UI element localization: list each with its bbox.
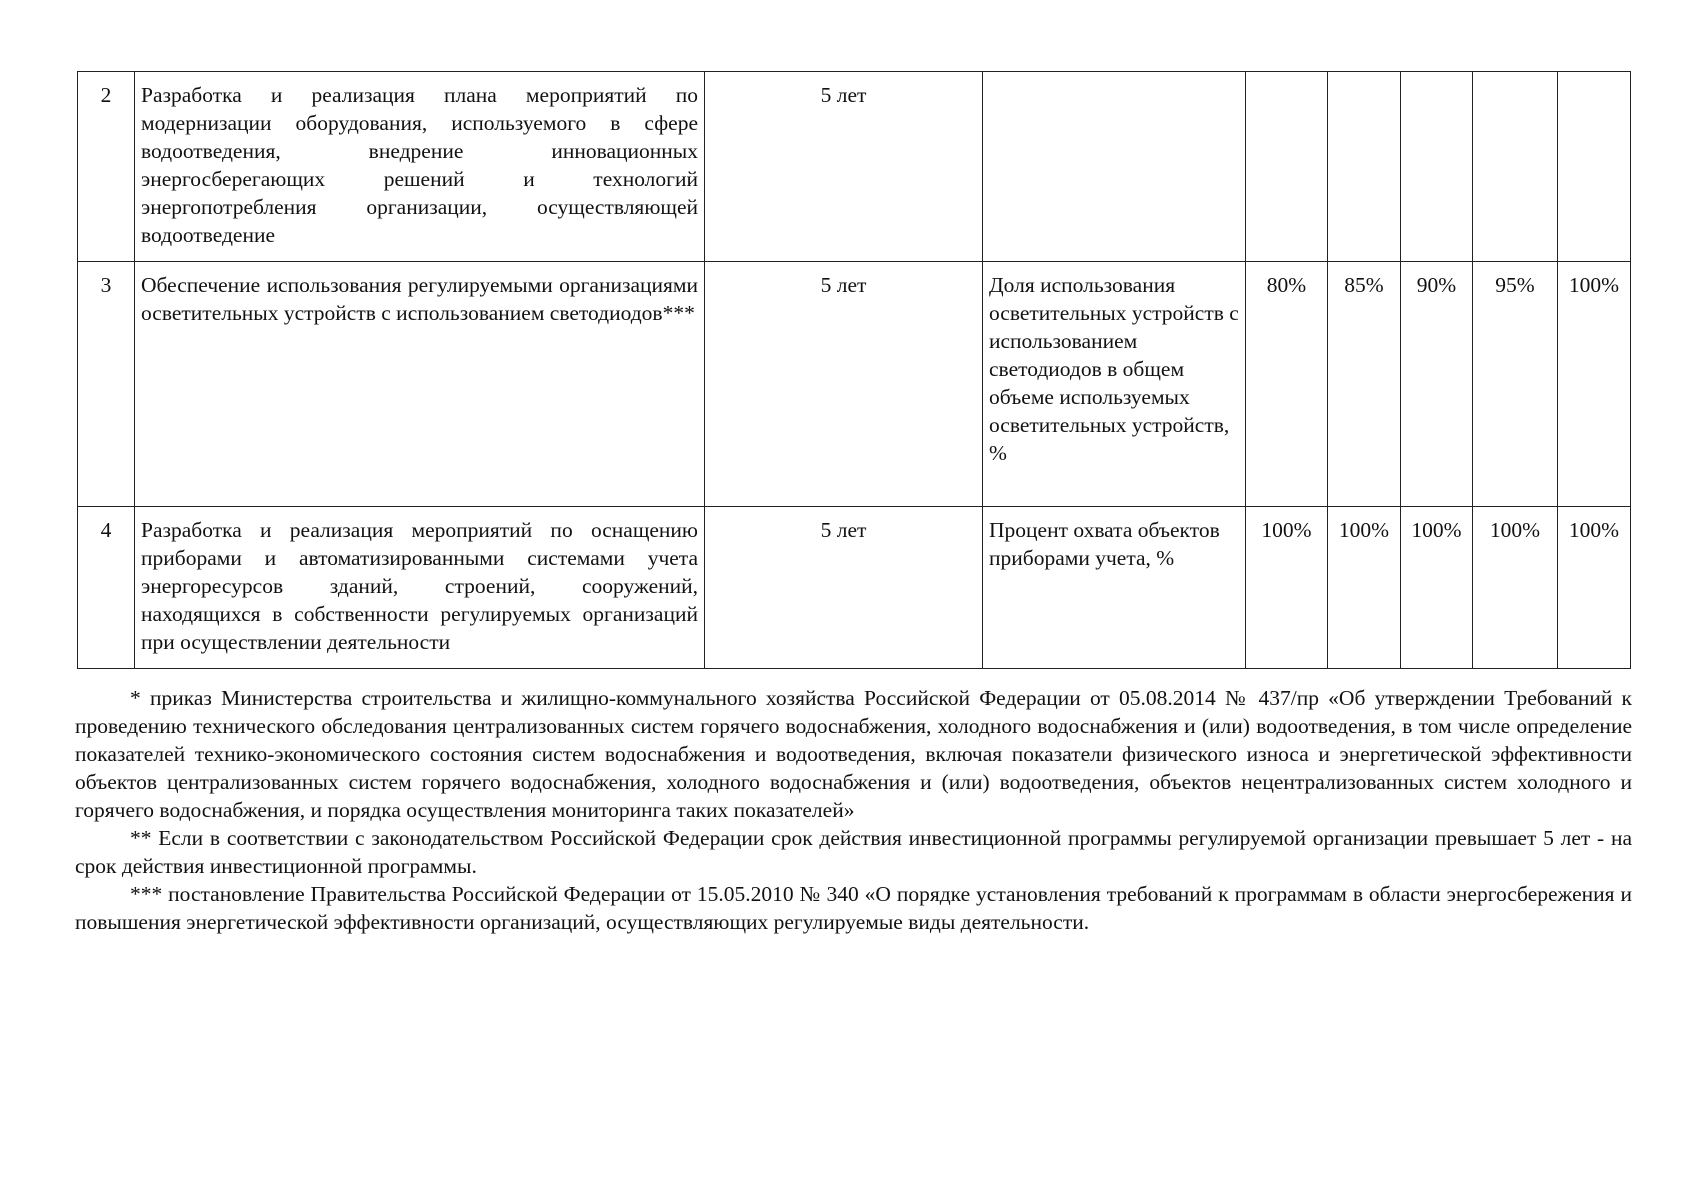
indicator-value-year-4: 100% <box>1473 507 1558 669</box>
table-row <box>78 72 1631 262</box>
indicator-value-year-2: 85% <box>1328 262 1401 507</box>
indicator-value-year-5 <box>1558 72 1631 262</box>
measure-description: Разработка и реализация мероприятий по оснащению приборами и автоматизированными системами учета энергоресурсов зданий, строений, сооружений, находящихся в собственности регулируемых организаций при осуществлении деятельности <box>135 507 705 669</box>
measure-description: Обеспечение использования регулируемыми организациями осветительных устройств с использованием светодиодов*** <box>135 262 705 507</box>
row-number: 4 <box>78 507 135 669</box>
footnotes <box>75 684 1632 936</box>
indicator-value-year-5: 100% <box>1558 262 1631 507</box>
indicator-value-year-3: 100% <box>1401 507 1473 669</box>
indicator-value-year-1: 80% <box>1246 262 1328 507</box>
footnote-1: * приказ Министерства строительства и жилищно-коммунального хозяйства Российской Федерации от 05.08.2014 № 437/пр «Об утверждении Требований к проведению технического обследования централизованных систем горячего водоснабжения, холодного водоснабжения и (или) водоотведения, в том числе определение показателей технико-экономического состояния систем водоснабжения и водоотведения, включая показатели физического износа и энергетической эффективности объектов централизованных систем горячего водоснабжения, холодного водоснабжения и (или) водоотведения, объектов нецентрализованных систем холодного и горячего водоснабжения, и порядка осуществления мониторинга таких показателей» <box>75 686 1632 822</box>
indicator-value-year-3: 90% <box>1401 262 1473 507</box>
row-number: 2 <box>78 72 135 262</box>
indicator-value-year-5: 100% <box>1558 507 1631 669</box>
indicator-name <box>983 72 1246 262</box>
table-row <box>78 262 1631 507</box>
indicator-name: Доля использования осветительных устройств с использованием светодиодов в общем объеме используемых осветительных устройств, % <box>983 262 1246 507</box>
indicator-value-year-2: 100% <box>1328 507 1401 669</box>
indicator-value-year-4: 95% <box>1473 262 1558 507</box>
measure-term: 5 лет <box>705 72 983 262</box>
indicator-value-year-2 <box>1328 72 1401 262</box>
row-number: 3 <box>78 262 135 507</box>
indicator-value-year-3 <box>1401 72 1473 262</box>
indicator-name: Процент охвата объектов приборами учета, % <box>983 507 1246 669</box>
measure-term: 5 лет <box>705 262 983 507</box>
measure-description: Разработка и реализация плана мероприятий по модернизации оборудования, используемого в сфере водоотведения, внедрение инновационных энергосберегающих решений и технологий энергопотребления организации, осуществляющей водоотведение <box>135 72 705 262</box>
footnote-2: ** Если в соответствии с законодательством Российской Федерации срок действия инвестиционной программы регулируемой организации превышает 5 лет - на срок действия инвестиционной программы. <box>75 826 1632 878</box>
measure-term: 5 лет <box>705 507 983 669</box>
indicator-value-year-1 <box>1246 72 1328 262</box>
table-row <box>78 507 1631 669</box>
indicator-value-year-4 <box>1473 72 1558 262</box>
footnote-3: *** постановление Правительства Российской Федерации от 15.05.2010 № 340 «О порядке установления требований к программам в области энергосбережения и повышения энергетической эффективности организаций, осуществляющих регулируемые виды деятельности. <box>75 882 1632 934</box>
measures-table <box>77 71 1631 669</box>
indicator-value-year-1: 100% <box>1246 507 1328 669</box>
